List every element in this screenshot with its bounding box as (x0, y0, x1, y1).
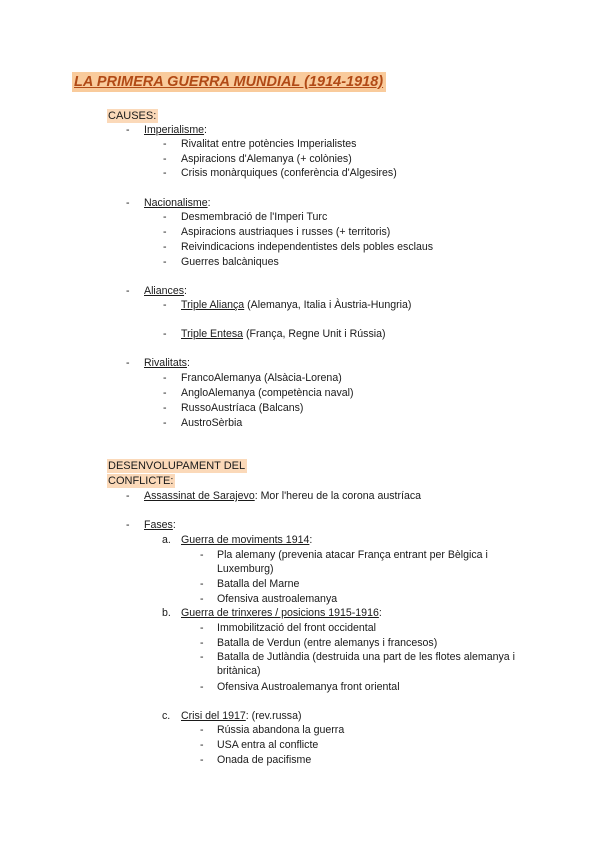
bullet-dash: - (163, 417, 167, 429)
list-item: AngloAlemanya (competència naval) (181, 387, 354, 399)
causes-heading: CAUSES: (108, 110, 157, 122)
list-item: Ofensiva austroalemanya (217, 593, 338, 605)
list-item: Ofensiva Austroalemanya front oriental (217, 681, 400, 693)
bullet-dash: - (163, 211, 167, 223)
bullet-dash: - (126, 357, 130, 369)
list-marker: a. (162, 534, 171, 546)
bullet-dash: - (200, 622, 204, 634)
bullet-dash: - (200, 637, 204, 649)
bullet-dash: - (200, 681, 204, 693)
bullet-dash: - (126, 519, 130, 531)
desenvolupament-heading: DESENVOLUPAMENT DEL (108, 460, 246, 472)
list-item: Desmembració de l'Imperi Turc (181, 211, 328, 223)
page-title: LA PRIMERA GUERRA MUNDIAL (1914-1918) (72, 72, 386, 92)
list-item: Batalla del Marne (217, 578, 300, 590)
fase-b-label: Guerra de trinxeres / posicions 1915-1916: (181, 607, 382, 619)
list-item: Immobilització del front occidental (217, 622, 376, 634)
list-item: Reivindicacions independentistes dels pobles esclaus (181, 241, 434, 253)
fase-c-label: Crisi del 1917: (rev.russa) (181, 710, 302, 722)
list-marker: b. (162, 607, 171, 619)
list-item: Batalla de Jutlàndia (destruida una part de les flotes alemanya i britànica) (217, 651, 515, 677)
bullet-dash: - (200, 578, 204, 590)
bullet-dash: - (200, 651, 204, 663)
aliances-label: Aliances: (144, 285, 187, 297)
bullet-dash: - (126, 197, 130, 209)
bullet-dash: - (126, 490, 130, 502)
bullet-dash: - (126, 285, 130, 297)
list-marker: c. (162, 710, 171, 722)
list-item: Crisis monàrquiques (conferència d'Algesires) (181, 167, 397, 179)
list-item: Aspiracions austriaques i russes (+ territoris) (181, 226, 391, 238)
nacionalisme-label: Nacionalisme: (144, 197, 211, 209)
list-item: Rivalitat entre potències Imperialistes (181, 138, 357, 150)
bullet-dash: - (163, 138, 167, 150)
list-item: RussoAustríaca (Balcans) (181, 402, 304, 414)
fases-label: Fases: (144, 519, 176, 531)
triple-entesa-item: Triple Entesa (França, Regne Unit i Rússia) (181, 328, 386, 340)
bullet-dash: - (200, 724, 204, 736)
list-item: Pla alemany (prevenia atacar França entrant per Bèlgica i Luxemburg) (217, 549, 488, 575)
fase-a-label: Guerra de moviments 1914: (181, 534, 313, 546)
list-item: AustroSèrbia (181, 417, 243, 429)
bullet-dash: - (200, 593, 204, 605)
list-item: Aspiracions d'Alemanya (+ colònies) (181, 153, 352, 165)
bullet-dash: - (163, 256, 167, 268)
bullet-dash: - (163, 167, 167, 179)
list-item: Guerres balcàniques (181, 256, 279, 268)
bullet-dash: - (126, 124, 130, 136)
bullet-dash: - (163, 328, 167, 340)
bullet-dash: - (163, 387, 167, 399)
bullet-dash: - (200, 739, 204, 751)
bullet-dash: - (200, 754, 204, 766)
list-item: Onada de pacifisme (217, 754, 312, 766)
desenvolupament-heading-cont: CONFLICTE: (108, 475, 174, 487)
list-item: FrancoAlemanya (Alsàcia-Lorena) (181, 372, 342, 384)
bullet-dash: - (163, 402, 167, 414)
bullet-dash: - (163, 299, 167, 311)
triple-alianca-item: Triple Aliança (Alemanya, Italia i Àustria-Hungria) (181, 299, 412, 311)
bullet-dash: - (163, 153, 167, 165)
bullet-dash: - (163, 372, 167, 384)
list-item: USA entra al conflicte (217, 739, 319, 751)
imperialisme-label: Imperialisme: (144, 124, 207, 136)
bullet-dash: - (163, 241, 167, 253)
list-item: Rússia abandona la guerra (217, 724, 345, 736)
list-item: Batalla de Verdun (entre alemanys i francesos) (217, 637, 438, 649)
bullet-dash: - (163, 226, 167, 238)
assassinat-item: Assassinat de Sarajevo: Mor l'hereu de la corona austríaca (144, 490, 422, 502)
rivalitats-label: Rivalitats: (144, 357, 190, 369)
bullet-dash: - (200, 549, 204, 561)
